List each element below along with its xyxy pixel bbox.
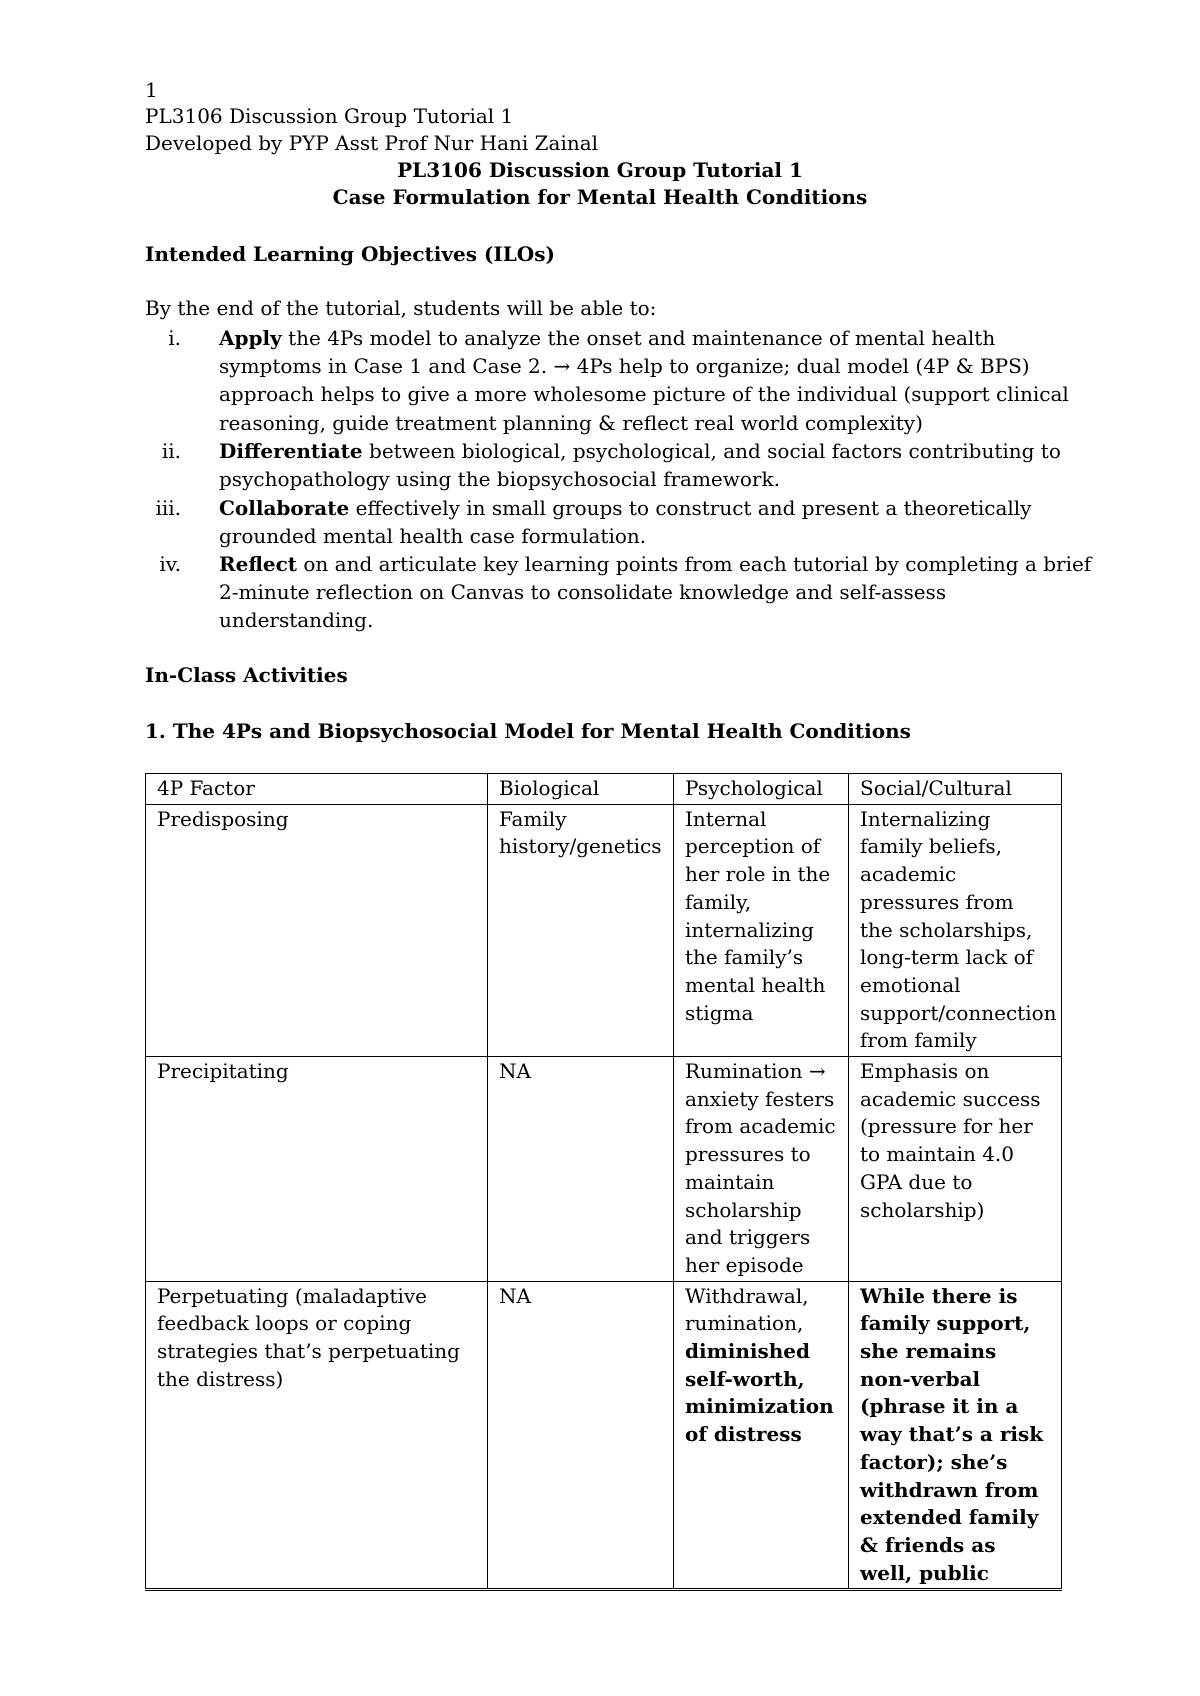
activities-heading: In-Class Activities: [145, 663, 348, 687]
ilo-verb: Differentiate: [219, 439, 363, 463]
ilo-line: effectively in small groups to construct and present a theoretically: [355, 496, 1032, 520]
ilo-number: iv.: [159, 552, 181, 576]
factor-cell: Perpetuating (maladaptive feedback loops or coping strategies that’s perpetuating the distress): [146, 1281, 488, 1590]
header-cell: Psychological: [674, 774, 849, 805]
biological-cell: NA: [488, 1281, 674, 1590]
ilo-number: iii.: [155, 496, 181, 520]
ilo-line: understanding.: [219, 608, 374, 633]
ilo-line: grounded mental health case formulation.: [219, 524, 647, 549]
header-cell: 4P Factor: [146, 774, 488, 805]
psychological-cell: [674, 1281, 849, 1590]
social-cell: While there is family support, she remains non-verbal (phrase it in a way that’s a risk factor); she’s withdrawn from extended family & friends as well, public: [849, 1281, 1062, 1590]
developer-line: Developed by PYP Asst Prof Nur Hani Zainal: [145, 131, 599, 155]
biological-cell: Family history/genetics: [488, 804, 674, 1056]
psychological-bold-text: diminished self-worth, minimization of distress: [685, 1339, 834, 1447]
ilo-line: between biological, psychological, and social factors contributing to: [369, 439, 1061, 463]
ilo-heading: Intended Learning Objectives (ILOs): [145, 242, 555, 266]
page-number: 1: [145, 78, 158, 102]
document-title: PL3106 Discussion Group Tutorial 1: [397, 158, 803, 182]
ilo-line: psychopathology using the biopsychosocial framework.: [219, 467, 780, 492]
header-cell: Biological: [488, 774, 674, 805]
ilo-text: [219, 494, 1139, 550]
ilo-intro: By the end of the tutorial, students will be able to:: [145, 296, 657, 320]
document-subtitle: Case Formulation for Mental Health Conditions: [332, 185, 868, 209]
ilo-line: 2-minute reflection on Canvas to consolidate knowledge and self-assess: [219, 580, 947, 605]
ilo-text: [219, 324, 1139, 437]
biological-cell: NA: [488, 1057, 674, 1282]
ilo-number: i.: [168, 326, 181, 350]
psychological-cell: Rumination → anxiety festers from academic pressures to maintain scholarship and triggers her episode: [674, 1057, 849, 1282]
ilo-text: [219, 550, 1139, 635]
ilo-line: on and articulate key learning points from each tutorial by completing a brief: [303, 552, 1092, 576]
table-row: [146, 804, 1062, 1056]
social-cell: Emphasis on academic success (pressure for her to maintain 4.0 GPA due to scholarship): [849, 1057, 1062, 1282]
ilo-verb: Apply: [219, 326, 282, 350]
section-heading: 1. The 4Ps and Biopsychosocial Model for Mental Health Conditions: [145, 719, 911, 743]
four-p-table: [145, 773, 1062, 1591]
factor-cell: Precipitating: [146, 1057, 488, 1282]
ilo-verb: Reflect: [219, 552, 298, 576]
ilo-line: symptoms in Case 1 and Case 2. → 4Ps help to organize; dual model (4P & BPS): [219, 354, 1030, 379]
ilo-line: the 4Ps model to analyze the onset and maintenance of mental health: [288, 326, 996, 350]
course-line: PL3106 Discussion Group Tutorial 1: [145, 104, 514, 128]
psychological-plain-text: Withdrawal, rumination,: [685, 1283, 809, 1336]
table-header-row: [146, 774, 1062, 805]
ilo-text: [219, 437, 1139, 493]
psychological-cell: Internal perception of her role in the family, internalizing the family’s mental health stigma: [674, 804, 849, 1056]
factor-cell: Predisposing: [146, 804, 488, 1056]
social-cell: Internalizing family beliefs, academic pressures from the scholarships, long-term lack of emotional support/connection from family: [849, 804, 1062, 1056]
ilo-number: ii.: [161, 439, 181, 463]
ilo-line: approach helps to give a more wholesome picture of the individual (support clinical: [219, 382, 1069, 407]
header-cell: Social/Cultural: [849, 774, 1062, 805]
table-row: [146, 1281, 1062, 1590]
table-row: [146, 1057, 1062, 1282]
ilo-verb: Collaborate: [219, 496, 350, 520]
ilo-line: reasoning, guide treatment planning & reflect real world complexity): [219, 410, 923, 435]
